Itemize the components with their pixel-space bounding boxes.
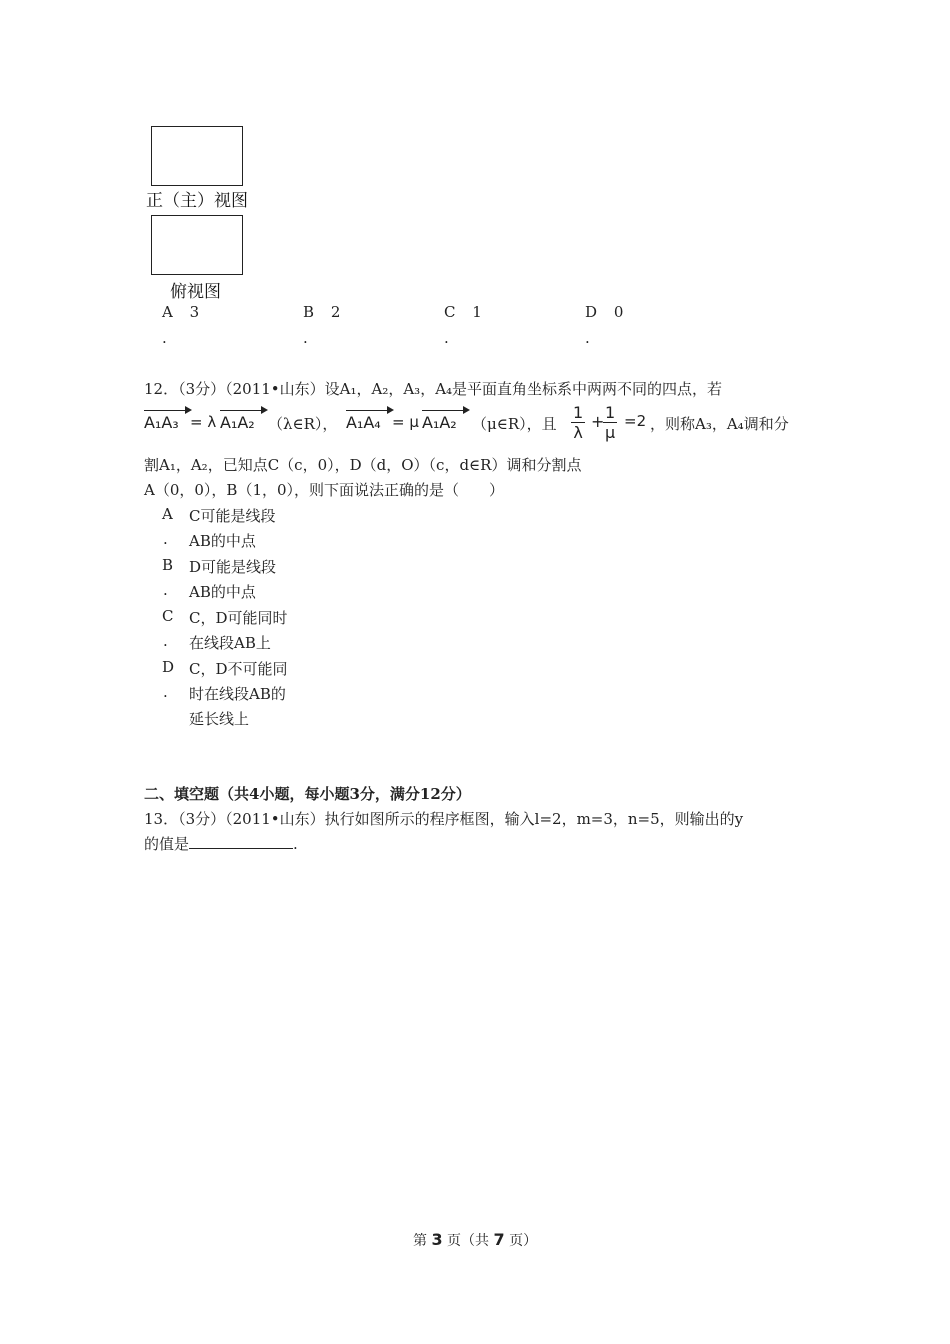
vector-a1a2-second-label: A₁A₂: [422, 413, 457, 432]
fraction-1-numerator: 1: [573, 403, 584, 422]
q12-option-b-letter: B: [162, 556, 174, 574]
q11-option-a-letter: A: [162, 303, 173, 321]
q12-option-c-line-2: 在线段AB上: [189, 634, 271, 652]
q12-option-b-line-1: D可能是线段: [189, 558, 277, 576]
q13-line-2-suffix: .: [293, 835, 298, 853]
vector-a1a2-second: [422, 410, 468, 432]
vector-a1a4-label: A₁A₄: [346, 413, 381, 432]
q11-option-d-letter: D: [585, 303, 598, 321]
q11-option-d-dot: .: [585, 329, 590, 347]
q13-line-2: [144, 833, 298, 854]
q12-option-c-letter: C: [162, 607, 174, 625]
vector-a1a3-label: A₁A₃: [144, 413, 179, 432]
q12-option-a-letter: A: [162, 505, 173, 523]
q11-option-b-dot: .: [303, 329, 308, 347]
section-2-heading: 二、填空题（共4小题，每小题3分，满分12分）: [144, 785, 471, 803]
vector-a1a2-first: [220, 410, 266, 432]
q11-option-c-dot: .: [444, 329, 449, 347]
footer-suffix: 页）: [509, 1233, 538, 1249]
vector-a1a3: [144, 410, 190, 432]
q11-option-a: [162, 303, 199, 321]
q12-line-3: 割A₁，A₂，已知点C（c，0），D（d，O）（c，d∈R）调和分割点: [144, 456, 582, 474]
footer-page-number: 3: [431, 1230, 443, 1249]
q12-option-d-line-1: C，D不可能同: [189, 660, 288, 678]
top-view-box: [151, 215, 243, 275]
q11-option-a-value: 3: [189, 303, 200, 321]
q12-option-b-line-2: AB的中点: [189, 583, 256, 601]
fraction-2-numerator: 1: [605, 403, 616, 422]
eq-mu: = μ: [392, 413, 419, 431]
fraction-one-over-lambda: [571, 403, 585, 442]
lambda-condition: （λ∈R），: [268, 415, 338, 433]
q12-option-d-dot: .: [163, 683, 168, 701]
answer-blank[interactable]: [189, 834, 293, 849]
footer-middle: 页（共: [447, 1233, 490, 1249]
q11-option-c-letter: C: [444, 303, 456, 321]
q12-option-b-dot: .: [163, 581, 168, 599]
front-view-caption: 正（主）视图: [146, 191, 248, 211]
q12-line-2-tail: ，则称A₃，A₄调和分: [650, 415, 789, 433]
q12-option-d-line-3: 延长线上: [189, 710, 250, 728]
front-view-box: [151, 126, 243, 186]
page-footer: [413, 1230, 537, 1250]
q12-option-d-line-2: 时在线段AB的: [189, 685, 286, 703]
fraction-1-denominator: λ: [573, 423, 583, 442]
fraction-one-over-mu: [603, 403, 617, 442]
q12-option-c-dot: .: [163, 632, 168, 650]
eq-lambda: = λ: [190, 413, 217, 431]
fraction-2-denominator: μ: [605, 423, 616, 442]
q12-option-a-dot: .: [163, 530, 168, 548]
q12-option-d-letter: D: [162, 658, 175, 676]
q13-line-1: 13．（3分）（2011•山东）执行如图所示的程序框图，输入l=2，m=3，n=5，则输出的y: [144, 810, 744, 828]
q11-option-b-value: 2: [330, 303, 341, 321]
vector-a1a4: [346, 410, 392, 432]
plus-sign: +: [591, 412, 605, 431]
eq-two: =2: [624, 412, 647, 430]
q11-option-c: [444, 303, 482, 321]
q11-option-d-value: 0: [613, 303, 624, 321]
q12-option-c-line-1: C，D可能同时: [189, 609, 288, 627]
q12-option-a-line-1: C可能是线段: [189, 507, 276, 525]
footer-total-pages: 7: [493, 1230, 505, 1249]
q12-line-1: 12．（3分）（2011•山东）设A₁，A₂，A₃，A₄是平面直角坐标系中两两不同的四点，若: [144, 380, 723, 398]
q11-option-b: [303, 303, 340, 321]
footer-prefix: 第: [413, 1233, 427, 1249]
q12-line-4: A（0，0），B（1，0），则下面说法正确的是（ ）: [144, 481, 505, 499]
q11-option-b-letter: B: [303, 303, 315, 321]
q11-option-d: [585, 303, 623, 321]
mu-condition: （μ∈R），且: [472, 415, 557, 433]
q11-option-c-value: 1: [472, 303, 482, 321]
q11-option-a-dot: .: [162, 329, 167, 347]
top-view-caption: 俯视图: [170, 282, 221, 302]
vector-a1a2-first-label: A₁A₂: [220, 413, 255, 432]
q13-line-2-prefix: 的值是: [144, 835, 190, 853]
q12-option-a-line-2: AB的中点: [189, 532, 256, 550]
